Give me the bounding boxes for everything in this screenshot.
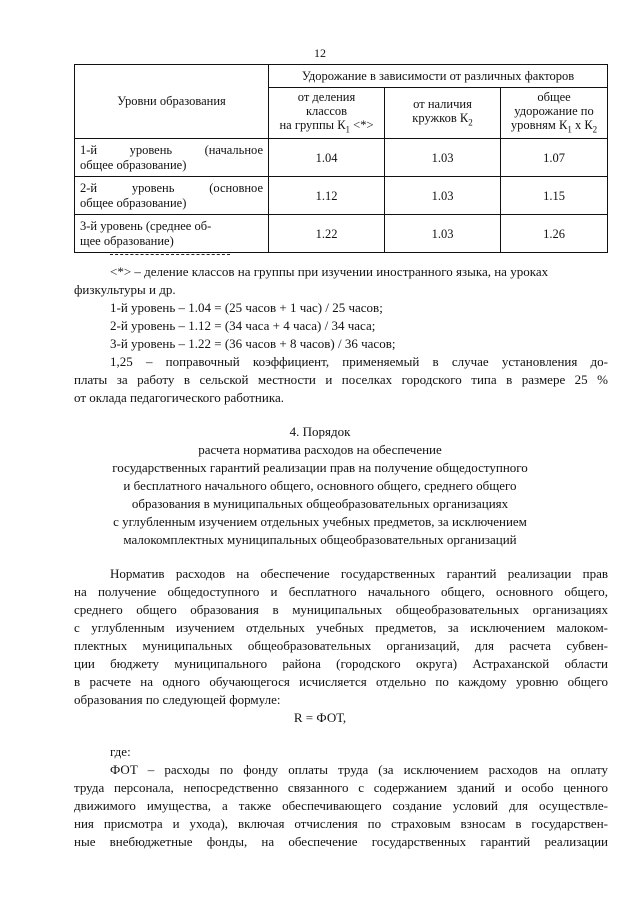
- cost-factors-table: [74, 64, 608, 253]
- fot-line: ФОТ – расходы по фонду оплаты труда (за исключением расходов на оплату: [110, 762, 608, 777]
- paragraph-line: с углубленным изучением отдельных учебных предметов, за исключением малоком-: [74, 620, 608, 635]
- coef-line: 1,25 – поправочный коэффициент, применяемый в случае установления до-: [110, 354, 608, 369]
- paragraph-line: плектных муниципальных общеобразовательных организаций, для расчета субвен-: [74, 638, 608, 653]
- table-row: [75, 215, 608, 253]
- fot-line: ния присмотра и ухода), включая отчисления по страховым взносам в государствен-: [74, 816, 608, 831]
- page-number: 12: [314, 46, 326, 60]
- total-cell: 1.15: [501, 177, 608, 215]
- paragraph-line: на получение общедоступного и бесплатного начального общего, основного общего,: [74, 584, 608, 599]
- section-heading: малокомплектных муниципальных общеобразовательных организаций: [123, 532, 517, 547]
- section-heading: государственных гарантий реализации прав на получение общедоступного: [112, 460, 528, 475]
- header-education-levels: Уровни образования: [75, 65, 269, 139]
- where-label: где:: [110, 744, 131, 759]
- level-cell: 1-й уровень (начальное общее образование): [75, 139, 269, 177]
- calc-level-3: 3-й уровень – 1.22 = (36 часов + 8 часов) / 36 часов;: [110, 336, 396, 351]
- total-cell: 1.07: [501, 139, 608, 177]
- k1-cell: 1.12: [269, 177, 385, 215]
- k1-cell: 1.22: [269, 215, 385, 253]
- coef-line: платы за работу в сельской местности и поселках городского типа в размере 25 %: [74, 372, 608, 387]
- k2-cell: 1.03: [385, 177, 501, 215]
- total-cell: 1.26: [501, 215, 608, 253]
- header-total: общее удорожание по уровням $К_1$ х $К_2$: [501, 88, 608, 139]
- table-row: [75, 177, 608, 215]
- section-heading: 4. Порядок: [289, 424, 351, 439]
- level-cell: 3-й уровень (среднее об- щее образование): [75, 215, 269, 253]
- fot-line: движимого имущества, а также обеспечивающего создание условий для осуществле-: [74, 798, 608, 813]
- paragraph-line: ции бюджету муниципального района (городского округа) Астраханской области: [74, 656, 608, 671]
- coef-line: от оклада педагогического работника.: [74, 390, 284, 405]
- k1-cell: 1.04: [269, 139, 385, 177]
- fot-line: ные внебюджетные фонды, на обеспечение государственных гарантий реализации: [74, 834, 608, 849]
- calc-level-2: 2-й уровень – 1.12 = (34 часа + 4 часа) / 34 часа;: [110, 318, 376, 333]
- header-clubs-k2: от наличия кружков $К_2$: [385, 88, 501, 139]
- footnote-separator: [110, 254, 230, 255]
- paragraph-line: среднего общего образования в муниципальных общеобразовательных организациях: [74, 602, 608, 617]
- paragraph-line: в расчете на одного обучающегося исчисляется отдельно по каждому уровню общего: [74, 674, 608, 689]
- section-heading: и бесплатного начального общего, основного общего, среднего общего: [123, 478, 517, 493]
- header-group: Удорожание в зависимости от различных факторов: [269, 65, 608, 88]
- paragraph-line: Норматив расходов на обеспечение государственных гарантий реализации прав: [110, 566, 608, 581]
- header-classes-k1: от деления классов на группы $К_1$ <*>: [269, 88, 385, 139]
- footnote-text-cont: физкультуры и др.: [74, 282, 176, 297]
- k2-cell: 1.03: [385, 215, 501, 253]
- section-heading: с углубленным изучением отдельных учебных предметов, за исключением: [113, 514, 527, 529]
- level-cell: 2-й уровень (основное общее образование): [75, 177, 269, 215]
- calc-level-1: 1-й уровень – 1.04 = (25 часов + 1 час) / 25 часов;: [110, 300, 383, 315]
- footnote-text: <*> – деление классов на группы при изучении иностранного языка, на уроках: [110, 264, 549, 279]
- table-row: [75, 139, 608, 177]
- section-heading: образования в муниципальных общеобразовательных организациях: [131, 496, 509, 511]
- fot-line: труда персонала, непосредственно связанного с содержанием зданий и особо ценного: [74, 780, 608, 795]
- formula: R = ФОТ,: [293, 710, 347, 725]
- section-heading: расчета норматива расходов на обеспечение: [198, 442, 442, 457]
- k2-cell: 1.03: [385, 139, 501, 177]
- paragraph-line: образования по следующей формуле:: [74, 692, 281, 707]
